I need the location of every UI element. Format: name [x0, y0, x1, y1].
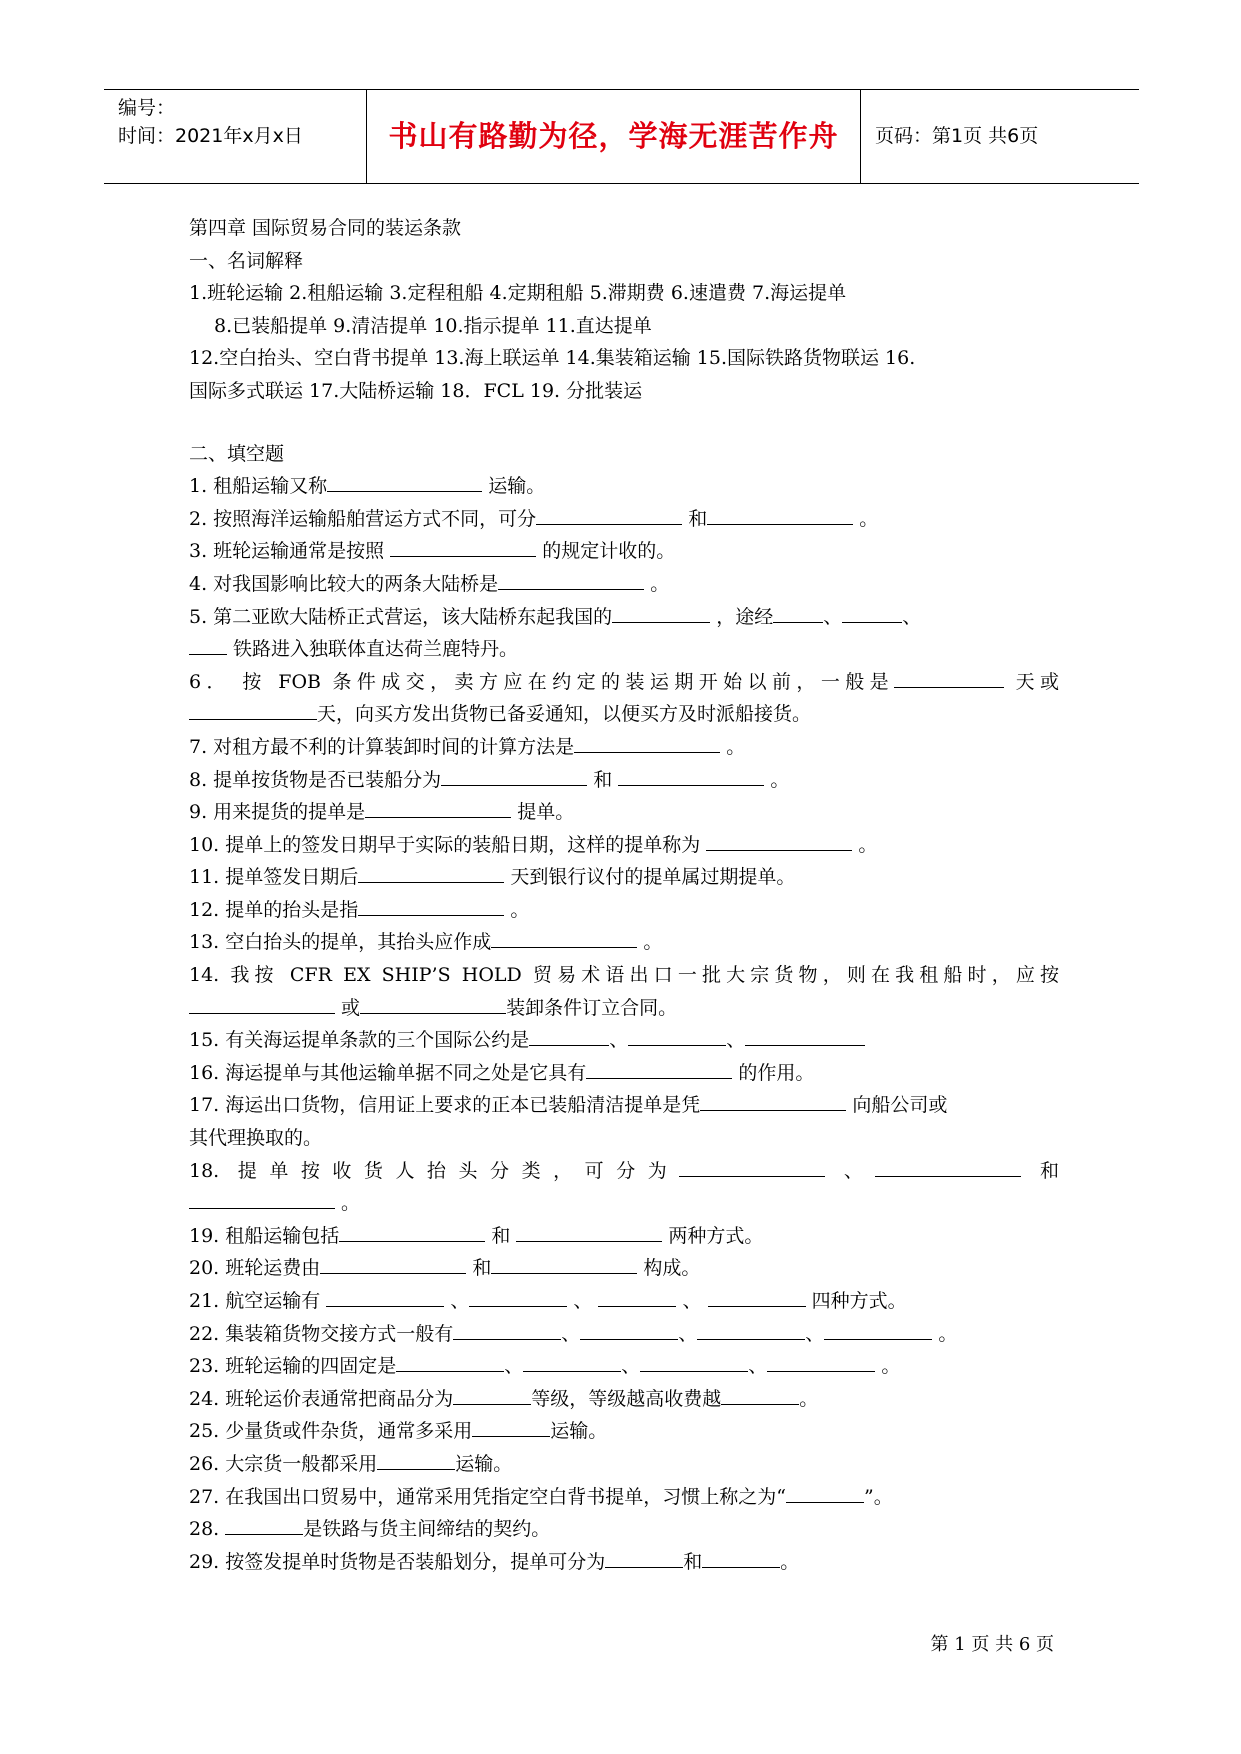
section-heading-terms: 一、名词解释	[189, 249, 304, 272]
question-9: 9. 用来提货的提单是 提单。	[189, 796, 1059, 829]
question-6-continued: 天，向买方发出货物已备妥通知，以便买方及时派船接货。	[189, 698, 1059, 731]
question-10: 10. 提单上的签发日期早于实际的装船日期，这样的提单称为 。	[189, 829, 1059, 862]
answer-blank	[377, 1449, 455, 1470]
question-25: 25. 少量货或件杂货，通常多采用 运输。	[189, 1415, 1059, 1448]
chapter-title: 第四章 国际贸易合同的装运条款	[189, 217, 462, 239]
answer-blank	[441, 765, 587, 786]
question-21: 21. 航空运输有 、 、 、 四种方式。	[189, 1285, 1059, 1318]
answer-blank	[360, 993, 506, 1014]
question-5-continued: 铁路进入独联体直达荷兰鹿特丹。	[189, 633, 1059, 666]
question-14-continued: 或 装卸条件订立合同。	[189, 992, 1059, 1025]
question-1: 1. 租船运输又称 运输。	[189, 470, 1059, 503]
answer-blank	[628, 1025, 726, 1046]
answer-blank	[767, 1351, 875, 1372]
answer-blank	[842, 602, 902, 623]
terms-line: 8.已装船提单 9.清洁提单 10.指示提单 11.直达提单	[214, 314, 652, 337]
question-27: 27. 在我国出口贸易中，通常采用凭指定空白背书提单，习惯上称之为“ ”。	[189, 1481, 1059, 1514]
answer-blank	[700, 1090, 846, 1111]
question-23: 23. 班轮运输的四固定是 、 、 、 。	[189, 1350, 1059, 1383]
question-2: 2. 按照海洋运输船舶营运方式不同，可分 和 。	[189, 503, 1059, 536]
answer-blank	[523, 1351, 621, 1372]
answer-blank	[365, 797, 511, 818]
answer-blank	[225, 1514, 303, 1535]
answer-blank	[189, 634, 227, 655]
answer-blank	[679, 1156, 825, 1177]
question-24: 24. 班轮运价表通常把商品分为 等级，等级越高收费越 。	[189, 1383, 1059, 1416]
answer-blank	[396, 1351, 504, 1372]
question-17: 17. 海运出口货物，信用证上要求的正本已装船清洁提单是凭 向船公司或	[189, 1089, 1059, 1122]
header-motto: 书山有路勤为径，学海无涯苦作舟	[366, 90, 861, 183]
answer-blank	[491, 1253, 637, 1274]
answer-blank	[702, 1547, 780, 1568]
question-3: 3. 班轮运输通常是按照 的规定计收的。	[189, 535, 1059, 568]
answer-blank	[707, 504, 853, 525]
answer-blank	[358, 862, 504, 883]
answer-blank	[390, 536, 536, 557]
answer-blank	[453, 1384, 531, 1405]
question-17-continued: 其代理换取的。	[189, 1127, 323, 1150]
header-left-cell	[104, 90, 366, 183]
question-19: 19. 租船运输包括 和 两种方式。	[189, 1220, 1059, 1253]
section-spacer	[189, 408, 1059, 438]
question-11: 11. 提单签发日期后 天到银行议付的提单属过期提单。	[189, 861, 1059, 894]
answer-blank	[536, 504, 682, 525]
answer-blank	[453, 1319, 561, 1340]
question-12: 12. 提单的抬头是指 。	[189, 894, 1059, 927]
header-page-number: 页码：第1页 共6页	[875, 125, 1039, 147]
question-15: 15. 有关海运提单条款的三个国际公约是 、 、	[189, 1024, 1059, 1057]
answer-blank	[320, 1253, 466, 1274]
answer-blank	[721, 1384, 799, 1405]
answer-blank	[618, 765, 764, 786]
answer-blank	[605, 1547, 683, 1568]
question-14: 14. 我按 CFR EX SHIP’S HOLD 贸易术语出口一批大宗货物，则在我租船时，应按	[189, 964, 1059, 987]
answer-blank	[586, 1058, 732, 1079]
question-22: 22. 集装箱货物交接方式一般有 、 、 、 。	[189, 1318, 1059, 1351]
answer-blank	[516, 1221, 662, 1242]
question-8: 8. 提单按货物是否已装船分为 和 。	[189, 764, 1059, 797]
answer-blank	[574, 732, 720, 753]
document-body	[189, 212, 1059, 1578]
question-16: 16. 海运提单与其他运输单据不同之处是它具有 的作用。	[189, 1057, 1059, 1090]
question-28: 28. 是铁路与货主间缔结的契约。	[189, 1513, 1059, 1546]
answer-blank	[706, 830, 852, 851]
terms-line: 12.空白抬头、空白背书提单 13.海上联运单 14.集装箱运输 15.国际铁路货物联运 16.	[189, 347, 916, 370]
question-26: 26. 大宗货一般都采用 运输。	[189, 1448, 1059, 1481]
answer-blank	[498, 569, 644, 590]
question-6: 6． 按 FOB 条件成交，卖方应在约定的装运期开始以前，一般是 天或	[189, 666, 1059, 699]
question-7: 7. 对租方最不利的计算装卸时间的计算方法是 。	[189, 731, 1059, 764]
page-header	[104, 89, 1139, 184]
answer-blank	[491, 927, 637, 948]
answer-blank	[529, 1025, 609, 1046]
answer-blank	[875, 1156, 1021, 1177]
answer-blank	[189, 1188, 335, 1209]
answer-blank	[580, 1319, 678, 1340]
page-footer: 第 1 页 共 6 页	[930, 1634, 1054, 1655]
answer-blank	[824, 1319, 932, 1340]
answer-blank	[708, 1286, 806, 1307]
section-heading-fill-in: 二、填空题	[189, 442, 285, 465]
question-5: 5. 第二亚欧大陆桥正式营运，该大陆桥东起我国的 ，途经 、 、	[189, 601, 1059, 634]
answer-blank	[612, 602, 710, 623]
question-18-continued: 。	[189, 1187, 1059, 1220]
question-20: 20. 班轮运费由 和 构成。	[189, 1252, 1059, 1285]
answer-blank	[327, 471, 482, 492]
answer-blank	[472, 1416, 550, 1437]
question-18: 18. 提单按收货人抬头分类，可分为 、 和	[189, 1155, 1059, 1188]
answer-blank	[697, 1319, 805, 1340]
answer-blank	[598, 1286, 676, 1307]
answer-blank	[773, 602, 823, 623]
terms-line: 1.班轮运输 2.租船运输 3.定程租船 4.定期租船 5.滞期费 6.速遣费 7.海运提单	[189, 282, 847, 305]
answer-blank	[358, 895, 504, 916]
terms-line: 国际多式联运 17.大陆桥运输 18．FCL 19. 分批装运	[189, 379, 643, 402]
answer-blank	[786, 1482, 864, 1503]
answer-blank	[745, 1025, 865, 1046]
answer-blank	[469, 1286, 567, 1307]
question-4: 4. 对我国影响比较大的两条大陆桥是 。	[189, 568, 1059, 601]
question-13: 13. 空白抬头的提单，其抬头应作成 。	[189, 926, 1059, 959]
document-date-label: 时间：2021年x月x日	[118, 125, 303, 147]
answer-blank	[326, 1286, 444, 1307]
question-29: 29. 按签发提单时货物是否装船划分，提单可分为 和 。	[189, 1546, 1059, 1579]
answer-blank	[189, 699, 317, 720]
answer-blank	[189, 993, 335, 1014]
answer-blank	[339, 1221, 485, 1242]
document-number-label: 编号：	[118, 97, 176, 119]
answer-blank	[894, 667, 1004, 688]
answer-blank	[640, 1351, 748, 1372]
